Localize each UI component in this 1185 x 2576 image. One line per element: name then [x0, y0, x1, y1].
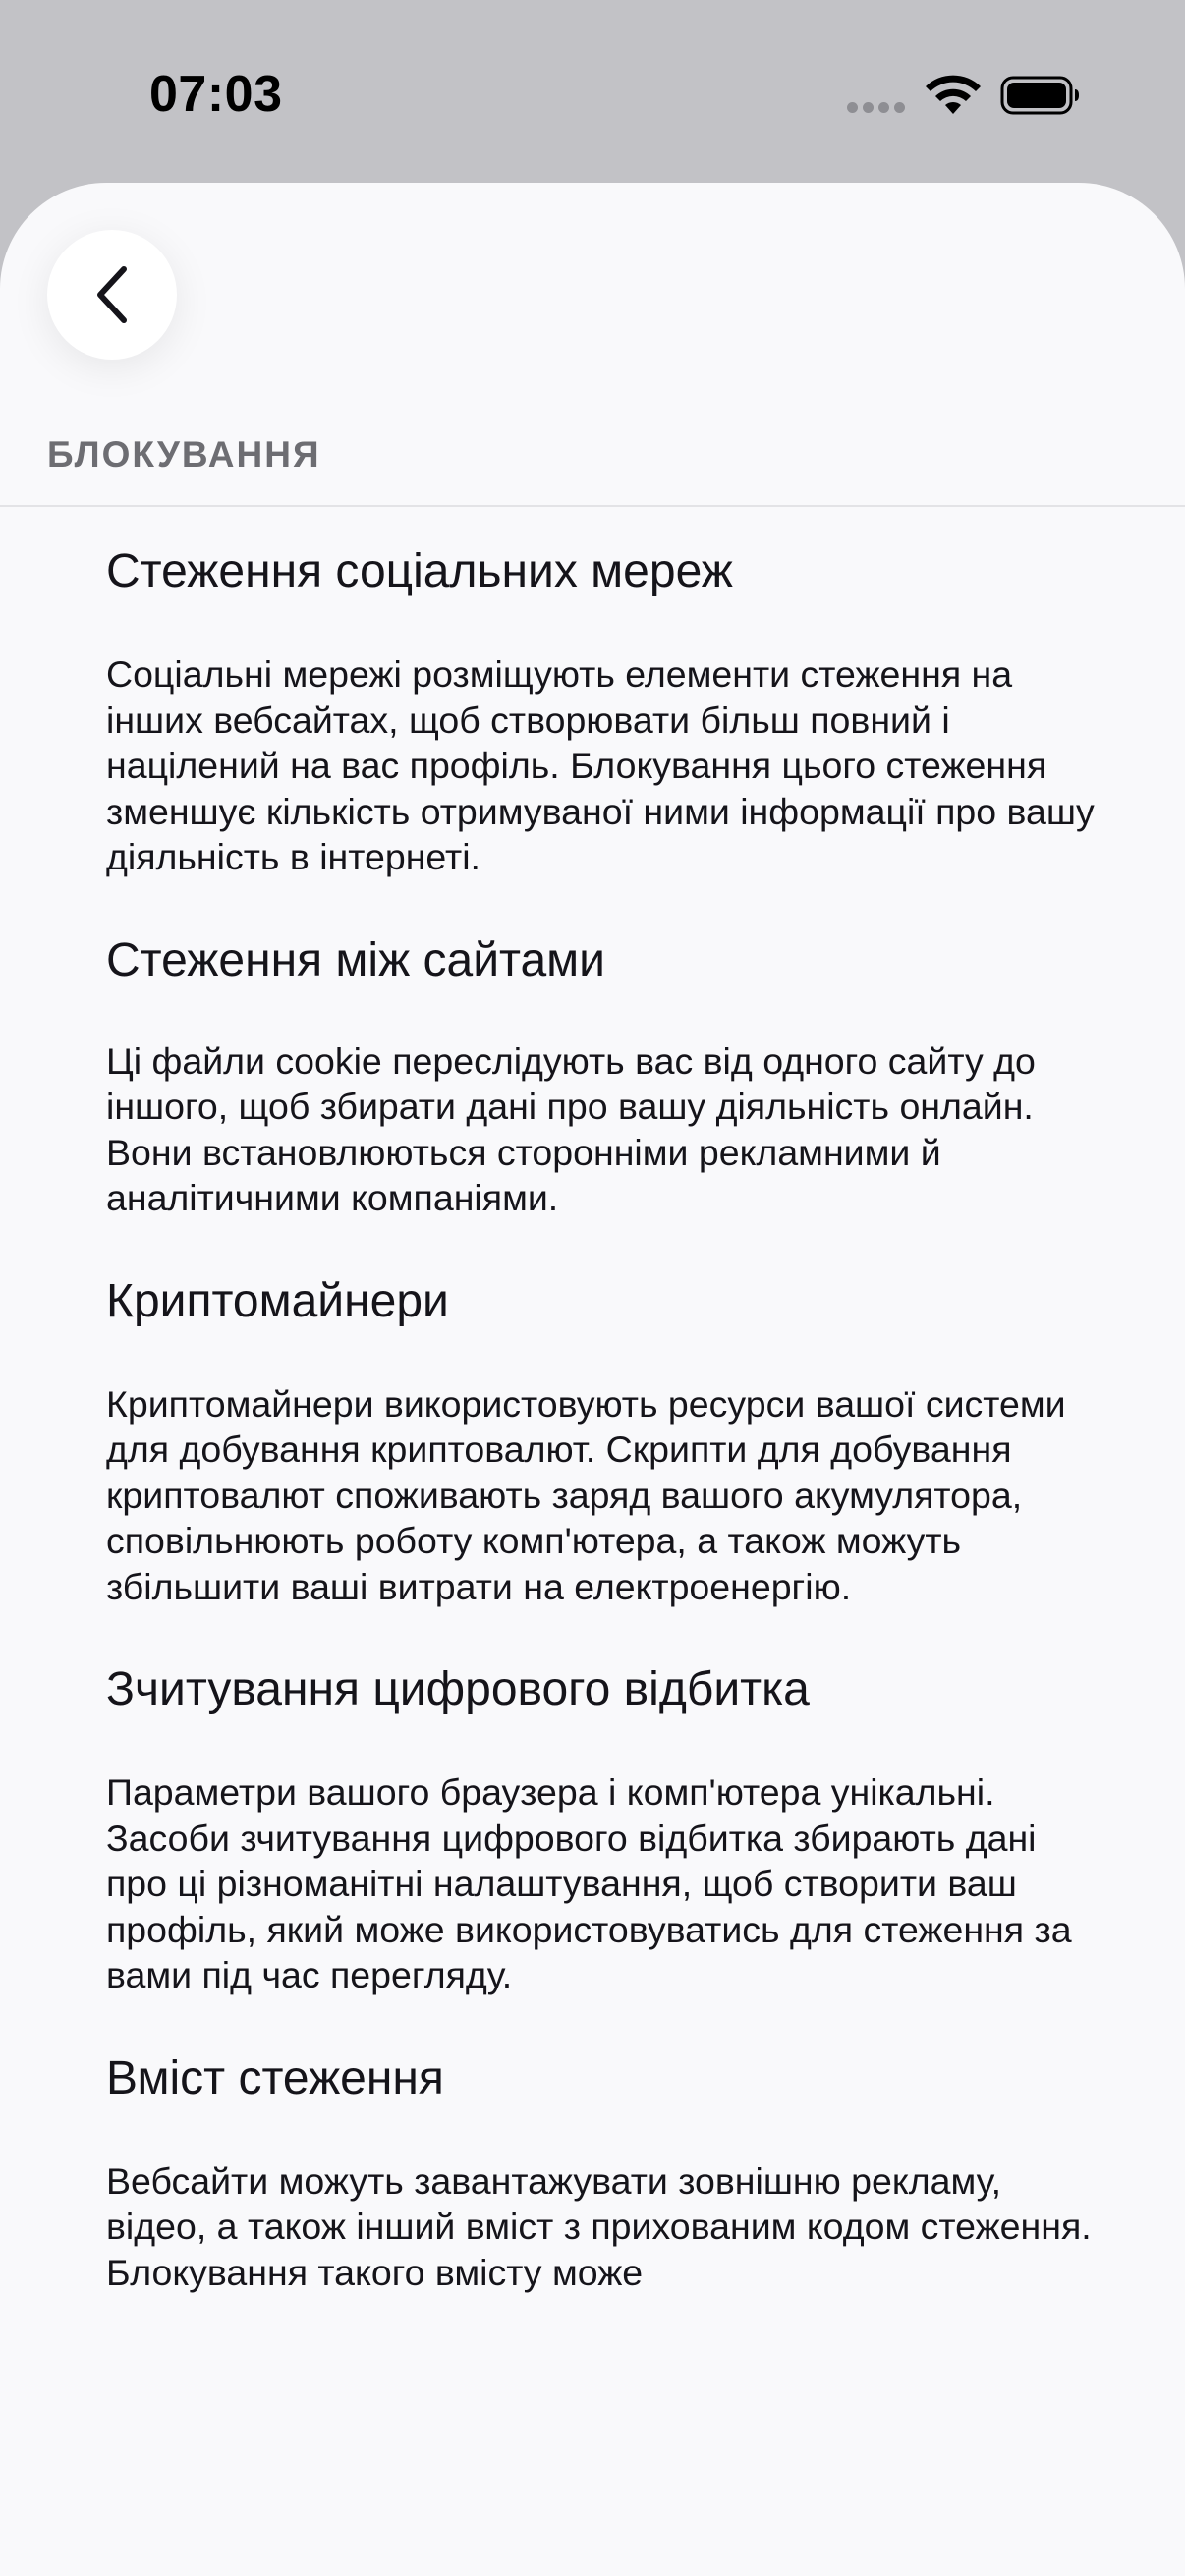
section-header: БЛОКУВАННЯ — [47, 434, 321, 475]
signal-dots-icon — [847, 102, 906, 114]
chevron-left-icon — [88, 263, 136, 326]
list-item-cryptominers — [106, 1221, 1099, 1610]
back-button[interactable] — [47, 230, 177, 360]
item-title: Вміст стеження — [106, 2051, 444, 2104]
item-description: Соціальні мережі розміщують елементи стеження на інших вебсайтах, щоб створювати більш повний і націлений на вас профіль. Блокування цього стеження зменшує кількість отримуваної ними інформації про вашу діяльність в інтернеті. — [106, 653, 1095, 877]
item-title: Стеження між сайтами — [106, 933, 605, 986]
list-item-social-tracking — [106, 507, 1099, 880]
item-description: Криптомайнери використовують ресурси вашої системи для добування криптовалют. Скрипти для добування криптовалют споживають заряд вашого акумулятора, сповільнюють роботу комп'ютера, а також можуть збільшити ваші витрати на електроенергію. — [106, 1382, 1066, 1607]
item-description: Ці файли cookie переслідують вас від одного сайту до іншого, щоб збирати дані про вашу діяльність онлайн. Вони встановлюються сторонніми рекламними й аналітичними компаніями. — [106, 1039, 1036, 1218]
item-description: Параметри вашого браузера і комп'ютера унікальні. Засоби зчитування цифрового відбитка збирають дані про ці різноманітні налаштування, щоб створити ваш профіль, який може використовуватись для стеження за вами під час перегляду. — [106, 1771, 1072, 1995]
status-time: 07:03 — [149, 66, 283, 123]
status-bar — [0, 0, 1185, 187]
list-item-fingerprinters — [106, 1609, 1099, 1998]
wifi-icon — [922, 71, 985, 120]
list-item-cross-site-tracking — [106, 880, 1099, 1221]
list-item-tracking-content — [106, 1998, 1099, 2296]
item-title: Зчитування цифрового відбитка — [106, 1663, 810, 1715]
item-title: Криптомайнери — [106, 1274, 449, 1327]
item-title: Стеження соціальних мереж — [106, 545, 733, 597]
sheet — [0, 183, 1185, 2576]
item-description: Вебсайти можуть завантажувати зовнішню рекламу, відео, а також інший вміст з прихованим кодом стеження. Блокування такого вмісту може — [106, 2159, 1092, 2293]
content-list — [106, 507, 1099, 2295]
battery-icon — [1000, 75, 1081, 116]
